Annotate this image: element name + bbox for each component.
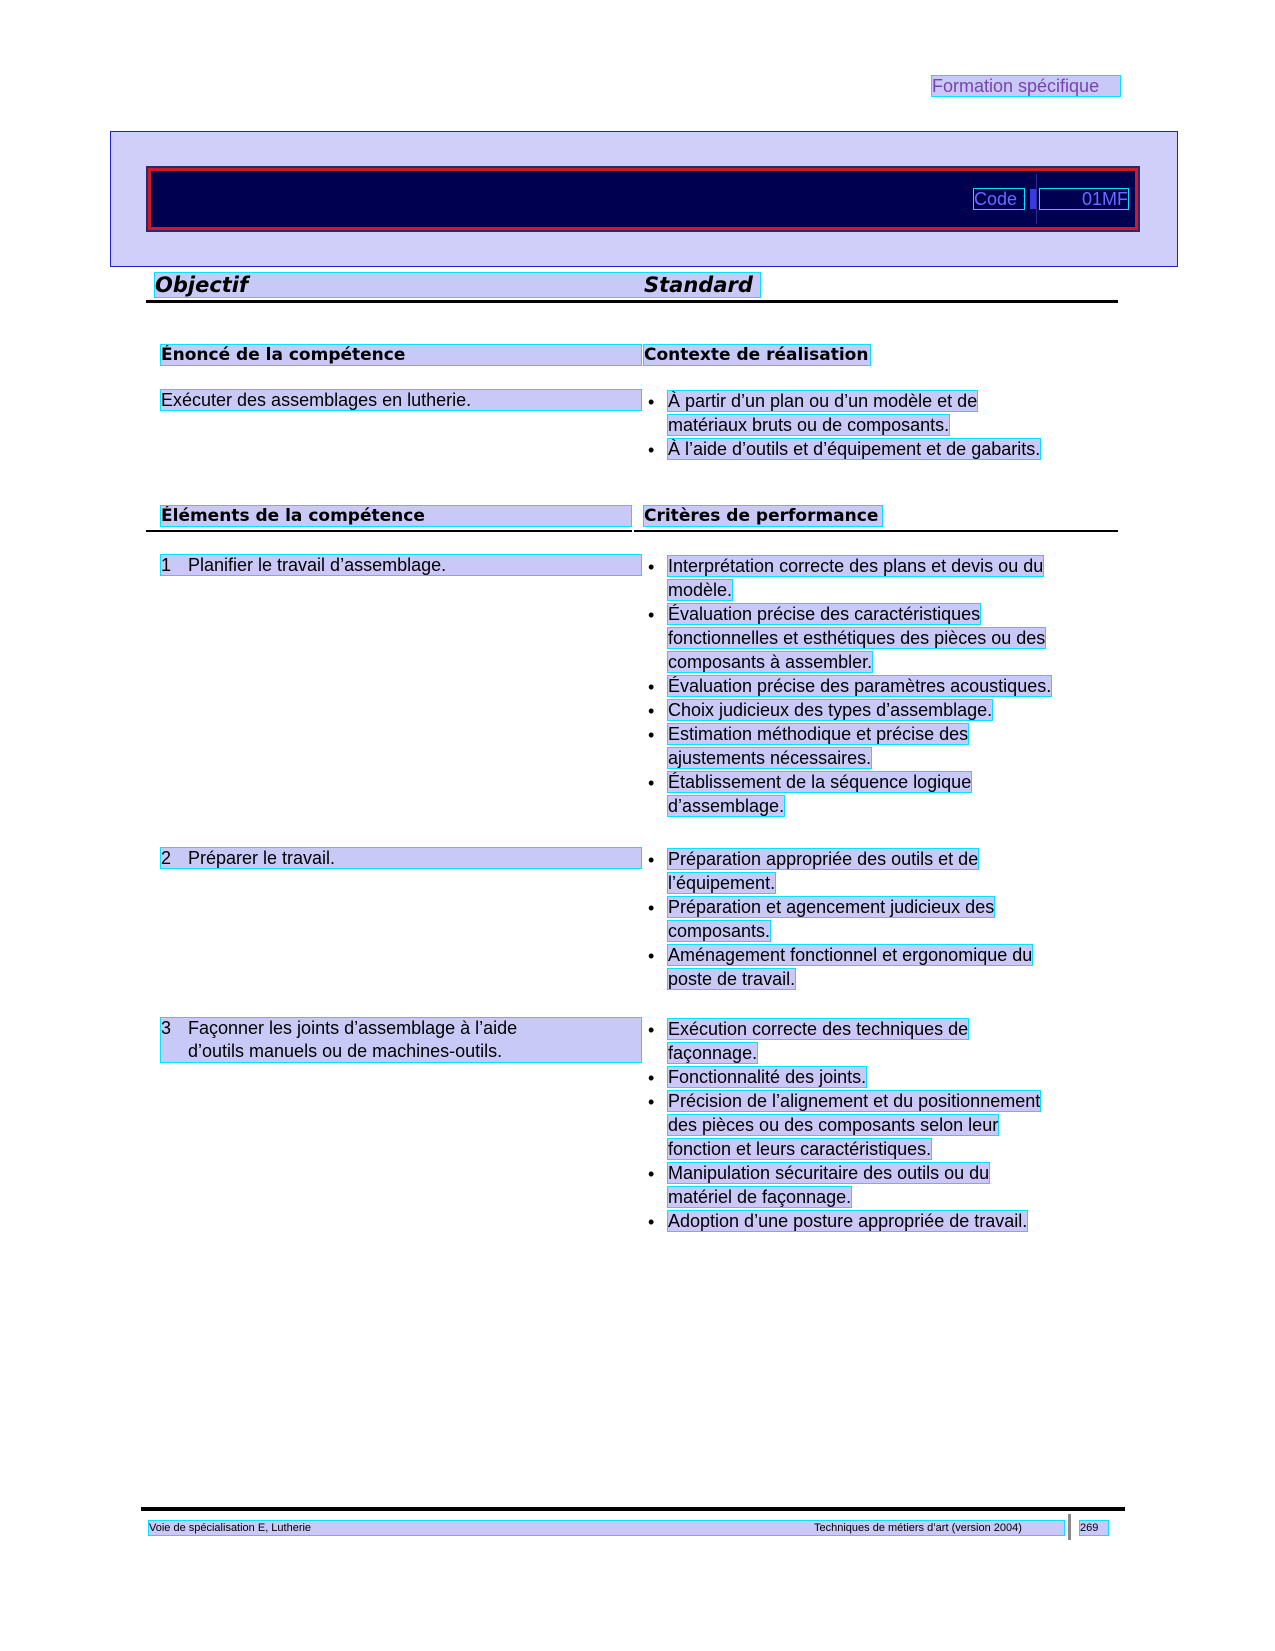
- section-label: Formation spécifique: [932, 76, 1120, 96]
- footer-left-text: Voie de spécialisation E, Lutherie: [149, 1521, 1064, 1535]
- element-text: d’outils manuels ou de machines-outils.: [188, 1041, 503, 1061]
- element-number: 3: [161, 1018, 172, 1038]
- element-3: [161, 1018, 641, 1062]
- list-item-line: composants à assembler.: [668, 652, 873, 672]
- list-item-line: Évaluation précise des caractéristiques: [668, 604, 981, 624]
- list-item: • Adoption d’une posture appropriée de travail.: [648, 1211, 1028, 1232]
- list-item-line: Préparation appropriée des outils et de: [668, 849, 979, 869]
- criteria-list-1: [644, 556, 1114, 820]
- column-heading-objectif: Objectif: [155, 273, 760, 297]
- criteria-list-2: [644, 849, 1114, 993]
- list-item-line: Préparation et agencement judicieux des: [668, 897, 995, 917]
- list-item: • Établissement de la séquence logique d’assemblage.: [648, 772, 972, 816]
- list-item-line: ajustements nécessaires.: [668, 748, 872, 768]
- list-item: • Choix judicieux des types d’assemblage.: [648, 700, 993, 721]
- enonce-text: Exécuter des assemblages en lutherie.: [161, 390, 641, 410]
- list-item-line: modèle.: [668, 580, 733, 600]
- list-item-line: Interprétation correcte des plans et devis ou du: [668, 556, 1044, 576]
- list-item-line: Choix judicieux des types d’assemblage.: [668, 700, 993, 720]
- element-text: Préparer le travail.: [188, 848, 336, 868]
- elements-heading: Éléments de la compétence: [161, 506, 631, 526]
- list-item: • Précision de l’alignement et du positionnement des pièces ou des composants selon leur fonction et leurs caractéristiques.: [648, 1091, 1041, 1159]
- list-item-line: d’assemblage.: [668, 796, 785, 816]
- list-item: • Préparation appropriée des outils et de l’équipement.: [648, 849, 979, 893]
- list-item: • Aménagement fonctionnel et ergonomique du poste de travail.: [648, 945, 1033, 989]
- list-item: • Exécution correcte des techniques de façonnage.: [648, 1019, 969, 1063]
- page-number: 269: [1080, 1521, 1108, 1535]
- criteria-list-3: [644, 1019, 1114, 1235]
- list-item-line: Exécution correcte des techniques de: [668, 1019, 969, 1039]
- list-item-line: À l’aide d’outils et d’équipement et de gabarits.: [668, 439, 1041, 459]
- list-item-line: Aménagement fonctionnel et ergonomique du: [668, 945, 1033, 965]
- list-item: • Évaluation précise des caractéristiques fonctionnelles et esthétiques des pièces ou des composants à assembler.: [648, 604, 1046, 672]
- list-item-line: Estimation méthodique et précise des: [668, 724, 969, 744]
- contexte-list: [644, 391, 1104, 463]
- list-item: • Préparation et agencement judicieux des composants.: [648, 897, 995, 941]
- column-heading-standard: Standard: [644, 273, 753, 297]
- element-text: Façonner les joints d’assemblage à l’aide: [188, 1018, 518, 1038]
- elements-rule: [146, 530, 632, 532]
- list-item: • Évaluation précise des paramètres acoustiques.: [648, 676, 1052, 697]
- contexte-heading: Contexte de réalisation: [644, 345, 869, 365]
- footer-separator: [1068, 1514, 1071, 1540]
- footer-rule: [141, 1507, 1125, 1511]
- criteres-heading: Critères de performance: [644, 506, 882, 526]
- footer-right-text: Techniques de métiers d’art (version 2004): [814, 1522, 1022, 1534]
- list-item-line: fonctionnelles et esthétiques des pièces ou des: [668, 628, 1046, 648]
- code-value: 01MF: [1040, 189, 1128, 209]
- list-item: • Fonctionnalité des joints.: [648, 1067, 867, 1088]
- element-number: 2: [161, 848, 172, 868]
- element-number: 1: [161, 555, 172, 575]
- list-item: • À l’aide d’outils et d’équipement et de gabarits.: [648, 439, 1041, 460]
- list-item: • Estimation méthodique et précise des ajustements nécessaires.: [648, 724, 969, 768]
- list-item-line: fonction et leurs caractéristiques.: [668, 1139, 932, 1159]
- list-item-line: matériaux bruts ou de composants.: [668, 415, 950, 435]
- element-2: [161, 848, 641, 868]
- criteres-rule: [634, 530, 1118, 532]
- list-item-line: Précision de l’alignement et du positionnement: [668, 1091, 1041, 1111]
- code-label: Code :: [974, 189, 1028, 209]
- list-item-line: des pièces ou des composants selon leur: [668, 1115, 999, 1135]
- enonce-heading: Énoncé de la compétence: [161, 345, 641, 365]
- list-item: • À partir d’un plan ou d’un modèle et de matériaux bruts ou de composants.: [648, 391, 978, 435]
- list-item-line: Adoption d’une posture appropriée de travail.: [668, 1211, 1028, 1231]
- element-text: Planifier le travail d’assemblage.: [188, 555, 447, 575]
- heading-rule: [146, 300, 1118, 303]
- list-item-line: composants.: [668, 921, 771, 941]
- list-item-line: Établissement de la séquence logique: [668, 772, 972, 792]
- list-item-line: Évaluation précise des paramètres acoustiques.: [668, 676, 1052, 696]
- list-item: • Interprétation correcte des plans et devis ou du modèle.: [648, 556, 1044, 600]
- list-item-line: façonnage.: [668, 1043, 758, 1063]
- list-item-line: l’équipement.: [668, 873, 776, 893]
- list-item: • Manipulation sécuritaire des outils ou du matériel de façonnage.: [648, 1163, 990, 1207]
- list-item-line: Manipulation sécuritaire des outils ou du: [668, 1163, 990, 1183]
- list-item-line: À partir d’un plan ou d’un modèle et de: [668, 391, 978, 411]
- list-item-line: poste de travail.: [668, 969, 796, 989]
- list-item-line: matériel de façonnage.: [668, 1187, 852, 1207]
- element-1: [161, 555, 641, 575]
- list-item-line: Fonctionnalité des joints.: [668, 1067, 867, 1087]
